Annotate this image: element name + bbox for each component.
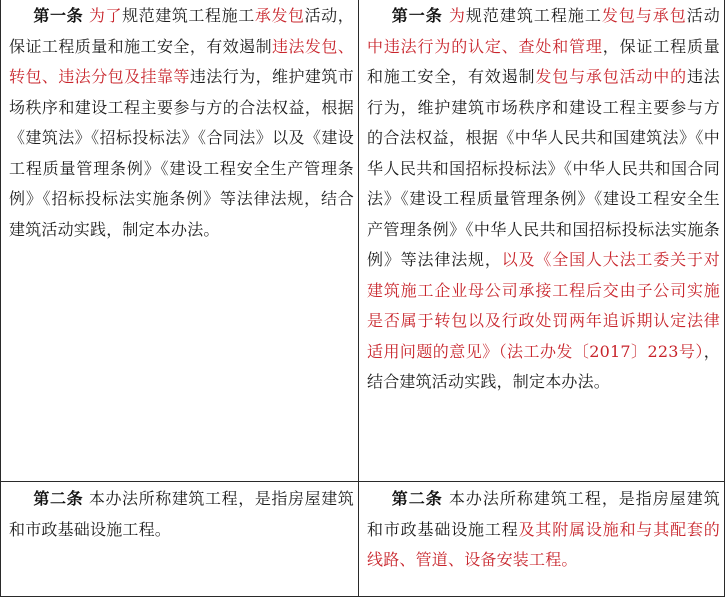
amended-text: 中违法行为的认定、查处和管理 <box>367 36 603 56</box>
amended-text: 违法发包、转包、违法分包及挂靠等 <box>9 36 354 86</box>
amended-text: 为 <box>448 6 466 25</box>
clause-text: 本办法所称建筑工程，是指房屋建筑和市政基础设施工程 <box>367 489 720 539</box>
article-2-original-cell <box>1 482 359 597</box>
table-row-article-2 <box>1 482 725 597</box>
clause-text: ，保证工程质量和施工安全，有效遏制 <box>367 36 720 86</box>
amended-text: 以及《全国人大法工委关于对建筑施工企业母公司承接工程后交由子公司实施是否属于转包以及行政处罚两年追诉期认定法律适用问题的意见》（法工办发〔2017〕223号） <box>367 250 720 361</box>
amended-text: 发包与承包 <box>601 6 687 25</box>
article-2-revised-text <box>367 489 720 569</box>
article-1-original-text <box>9 6 354 239</box>
clause-text: 规范建筑工程施工 <box>465 6 602 25</box>
amended-text: 承发包 <box>254 6 305 25</box>
clause-text: 违法行为，维护建筑市场秩序和建设工程主要参与方的合法权益，根据《中华人民共和国建筑法》《中华人民共和国招标投标法》《中华人民共和国合同法》《建设工程质量管理条例》《建设工程安全生产管理条例》《中华人民共和国招标投标法实施条例》等法律法规， <box>367 67 720 269</box>
clause-text: 规范建筑工程施工 <box>122 6 255 25</box>
article-1-revised-text <box>367 6 720 391</box>
clause-text: 本办法所称建筑工程，是指房屋建筑和市政基础设施工程。 <box>9 489 354 539</box>
article-1-original-cell <box>1 0 359 482</box>
amended-text: 发包与承包活动中的 <box>535 67 687 86</box>
amended-text: 为了 <box>88 6 123 25</box>
clause-text: ，结合建筑活动实践，制定本办法。 <box>367 341 720 391</box>
table-row-article-1 <box>1 0 725 482</box>
article-1-revised-cell <box>359 0 725 482</box>
clause-text: 活动 <box>686 6 720 25</box>
clause-text: 活动，保证工程质量和施工安全，有效遏制 <box>9 6 354 56</box>
article-number: 第一条 <box>391 6 443 25</box>
article-number: 第二条 <box>33 489 84 508</box>
article-number: 第一条 <box>33 6 84 25</box>
article-number: 第二条 <box>391 489 443 508</box>
article-2-revised-cell <box>359 482 725 597</box>
amended-text: 及其附属设施和与其配套的线路、管道、设备安装工程。 <box>367 519 720 569</box>
article-2-original-text <box>9 489 354 539</box>
clause-text: 违法行为，维护建筑市场秩序和建设工程主要参与方的合法权益，根据《建筑法》《招标投标法》《合同法》以及《建设工程质量管理条例》《建设工程安全生产管理条例》《招标投标法实施条例》等法律法规，结合建筑活动实践，制定本办法。 <box>9 67 354 239</box>
